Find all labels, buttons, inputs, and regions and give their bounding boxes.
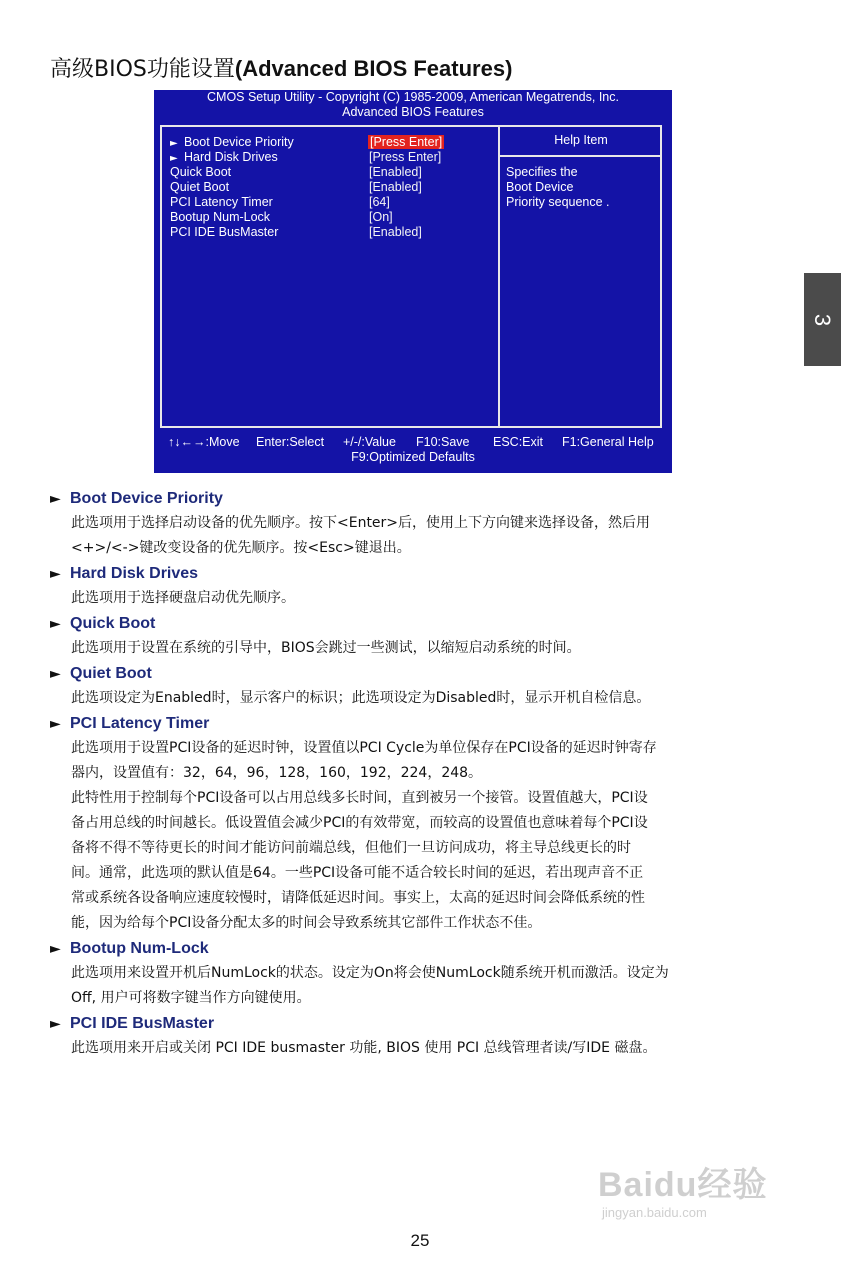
bios-item-value[interactable]: [64]: [369, 195, 390, 209]
section-title-text: Hard Disk Drives: [70, 565, 199, 582]
bios-item-name: [170, 210, 270, 225]
bios-item-name: [170, 225, 278, 240]
section-title: [50, 611, 800, 636]
help-divider: [500, 155, 662, 157]
bios-item-name: [170, 135, 294, 151]
bios-item-label: Boot Device Priority: [184, 135, 294, 149]
help-line: Specifies the: [506, 165, 578, 179]
bullet-triangle-icon: ►: [50, 616, 61, 632]
chapter-number: 3: [810, 313, 836, 326]
bios-divider: [498, 127, 500, 426]
section-paragraph: [50, 1036, 800, 1061]
footer-value: +/-/:Value: [343, 435, 396, 449]
watermark: [598, 1165, 798, 1225]
bios-item-value[interactable]: [Enabled]: [369, 225, 422, 239]
section-paragraph: [50, 636, 800, 661]
section-title: [50, 1011, 800, 1036]
help-line: Priority sequence .: [506, 195, 610, 209]
footer-help: F1:General Help: [562, 435, 654, 449]
footer-exit: ESC:Exit: [493, 435, 544, 449]
bullet-triangle-icon: ►: [50, 566, 61, 582]
paragraph-line: 能，因为给每个PCI设备分配太多的时间会导致系统其它部件工作状态不佳。: [71, 915, 542, 931]
bios-frame: [160, 125, 662, 428]
footer-save: F10:Save: [416, 435, 470, 449]
description-sections: [50, 486, 800, 1061]
bios-item-label: Hard Disk Drives: [184, 150, 278, 164]
bios-item-boot-device-priority[interactable]: [170, 135, 490, 150]
bios-screen: [154, 90, 672, 473]
paragraph-line: 备占用总线的时间越长。低设置值会减少PCI的有效带宽，而较高的设置值也意味着每个PCI设: [71, 815, 648, 831]
paragraph-line: 此选项用于选择启动设备的优先顺序。按下<Enter>后，使用上下方向键来选择设备，然后用: [71, 515, 651, 531]
bios-item-value[interactable]: [Press Enter]: [369, 150, 442, 164]
page-title-english: (Advanced BIOS Features): [234, 56, 513, 81]
submenu-arrow-icon: ►: [170, 153, 178, 164]
bios-item-pci-ide-busmaster[interactable]: [170, 225, 490, 240]
section-paragraph: [50, 686, 800, 711]
section-paragraph: [50, 511, 800, 561]
paragraph-line: 此选项用于设置PCI设备的延迟时钟，设置值以PCI Cycle为单位保存在PCI设备的延迟时钟寄存: [71, 740, 657, 756]
help-line: Boot Device: [506, 180, 574, 194]
paragraph-line: 备将不得不等待更长的时间才能访问前端总线，但他们一旦访问成功，将主导总线更长的时: [71, 840, 631, 856]
bios-item-label: Bootup Num-Lock: [170, 210, 271, 224]
bios-item-pci-latency-timer[interactable]: [170, 195, 490, 210]
section-title-text: PCI IDE BusMaster: [70, 1015, 215, 1032]
paragraph-line: 此选项用来设置开机后NumLock的状态。设定为On将会使NumLock随系统开机而激活。设定为: [71, 965, 669, 981]
paragraph-line: 间。通常，此选项的默认值是64。一些PCI设备可能不适合较长时间的延迟，若出现声音不正: [71, 865, 644, 881]
bios-screen-title: Advanced BIOS Features: [342, 105, 484, 119]
section-title: [50, 486, 800, 511]
section-paragraph: [50, 586, 800, 611]
footer-move: ↑↓←→:Move: [168, 435, 240, 449]
bios-item-quiet-boot[interactable]: [170, 180, 490, 195]
section-paragraph: [50, 736, 800, 936]
bios-item-value[interactable]: [Enabled]: [369, 165, 422, 179]
section-title: [50, 661, 800, 686]
paragraph-line: 此选项用于设置在系统的引导中，BIOS会跳过一些测试，以缩短启动系统的时间。: [71, 640, 581, 656]
paragraph-line: 常或系统各设备响应速度较慢时，请降低延迟时间。事实上，太高的延迟时间会降低系统的性: [71, 890, 645, 906]
help-text: [506, 165, 656, 210]
page-number: 25: [410, 1231, 430, 1250]
paragraph-line: 此选项用来开启或关闭 PCI IDE busmaster 功能, BIOS 使用 PCI 总线管理者读/写IDE 磁盘。: [71, 1040, 657, 1056]
bullet-triangle-icon: ►: [50, 716, 61, 732]
bios-item-name: [170, 195, 273, 210]
bullet-triangle-icon: ►: [50, 491, 61, 507]
bullet-triangle-icon: ►: [50, 666, 61, 682]
paragraph-line: Off, 用户可将数字键当作方向键使用。: [71, 990, 311, 1006]
section-title-text: PCI Latency Timer: [70, 715, 210, 732]
paragraph-line: 此选项用于选择硬盘启动优先顺序。: [71, 590, 295, 606]
bios-item-value[interactable]: [On]: [369, 210, 393, 224]
bullet-triangle-icon: ►: [50, 941, 61, 957]
bios-footer: [154, 435, 672, 465]
watermark-url: jingyan.baidu.com: [602, 1205, 707, 1220]
watermark-logo: Baidu经验: [598, 1166, 768, 1204]
bios-item-name: [170, 165, 231, 180]
section-title: [50, 561, 800, 586]
bios-item-name: [170, 180, 229, 195]
bios-item-label: PCI Latency Timer: [170, 195, 273, 209]
section-title-text: Bootup Num-Lock: [70, 940, 209, 957]
section-title: [50, 711, 800, 736]
bios-header: [154, 90, 672, 120]
bios-item-hard-disk-drives[interactable]: [170, 150, 490, 165]
bios-item-value[interactable]: [Enabled]: [369, 180, 422, 194]
chapter-tab: [804, 273, 841, 366]
bios-item-list: [170, 135, 490, 240]
page-title-chinese: 高级BIOS功能设置: [50, 57, 235, 82]
submenu-arrow-icon: ►: [170, 138, 178, 149]
footer-select: Enter:Select: [256, 435, 325, 449]
bios-item-label: Quiet Boot: [170, 180, 230, 194]
section-title-text: Quick Boot: [70, 615, 156, 632]
bios-item-label: PCI IDE BusMaster: [170, 225, 279, 239]
section-paragraph: [50, 961, 800, 1011]
section-title-text: Quiet Boot: [70, 665, 152, 682]
paragraph-line: <+>/<->键改变设备的优先顺序。按<Esc>键退出。: [71, 540, 411, 556]
bios-item-name: [170, 150, 278, 166]
section-title-text: Boot Device Priority: [70, 490, 223, 507]
paragraph-line: 此特性用于控制每个PCI设备可以占用总线多长时间，直到被另一个接管。设置值越大，PCI设: [71, 790, 648, 806]
help-title: Help Item: [554, 133, 608, 147]
paragraph-line: 此选项设定为Enabled时，显示客户的标识；此选项设定为Disabled时，显示开机自检信息。: [71, 690, 651, 706]
bios-copyright: CMOS Setup Utility - Copyright (C) 1985-2009, American Megatrends, Inc.: [207, 90, 619, 104]
bullet-triangle-icon: ►: [50, 1016, 61, 1032]
section-title: [50, 936, 800, 961]
bios-item-value[interactable]: [Press Enter]: [370, 135, 443, 149]
bios-item-label: Quick Boot: [170, 165, 232, 179]
page-title: [50, 54, 750, 85]
bios-item-quick-boot[interactable]: [170, 165, 490, 180]
bios-item-bootup-num-lock[interactable]: [170, 210, 490, 225]
paragraph-line: 器内，设置值有：32，64，96，128，160，192，224，248。: [71, 765, 483, 781]
footer-defaults: F9:Optimized Defaults: [351, 450, 475, 464]
